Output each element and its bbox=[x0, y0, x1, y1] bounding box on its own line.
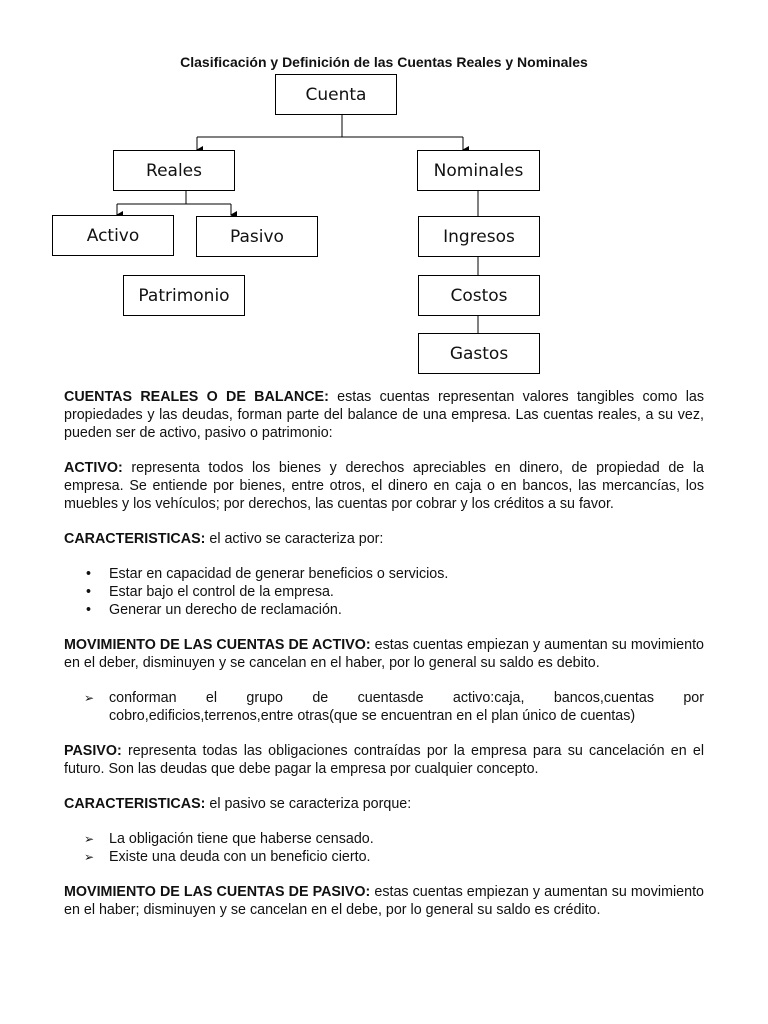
document-title: Clasificación y Definición de las Cuentas Reales y Nominales bbox=[180, 54, 588, 70]
paragraph-pasivo bbox=[64, 742, 704, 778]
heading-activo: ACTIVO: bbox=[64, 460, 123, 476]
node-cuenta: Cuenta bbox=[275, 74, 397, 115]
list-item: • Estar en capacidad de generar beneficios o servicios. bbox=[64, 565, 704, 583]
list-item: ➢ Existe una deuda con un beneficio cierto. bbox=[64, 848, 704, 866]
text-pasivo: representa todas las obligaciones contraídas por la empresa para su cancelación en el futuro. Son las deudas que debe pagar la empresa por cualquier concepto. bbox=[64, 743, 704, 777]
heading-movimiento-pasivo: MOVIMIENTO DE LAS CUENTAS DE PASIVO: bbox=[64, 884, 371, 900]
paragraph-cuentas-reales bbox=[64, 388, 704, 442]
node-ingresos: Ingresos bbox=[418, 216, 540, 257]
text-movimiento-pasivo: estas cuentas empiezan y aumentan su movimiento en el haber; disminuyen y se cancelan en el debe, por lo general su saldo es crédito. bbox=[64, 884, 704, 918]
list-item: • Estar bajo el control de la empresa. bbox=[64, 583, 704, 601]
text-movimiento-activo: estas cuentas empiezan y aumentan su movimiento en el deber, disminuyen y se cancelan en el haber, por lo general su saldo es debito. bbox=[64, 637, 704, 671]
paragraph-movimiento-activo bbox=[64, 636, 704, 672]
heading-movimiento-activo: MOVIMIENTO DE LAS CUENTAS DE ACTIVO: bbox=[64, 637, 371, 653]
node-activo: Activo bbox=[52, 215, 174, 256]
heading-cuentas-reales: CUENTAS REALES O DE BALANCE: bbox=[64, 389, 329, 405]
node-patrimonio: Patrimonio bbox=[123, 275, 245, 316]
list-cuentas-activo bbox=[64, 689, 704, 725]
paragraph-caracteristicas-pasivo bbox=[64, 795, 704, 813]
list-item bbox=[64, 689, 704, 725]
node-nominales: Nominales bbox=[417, 150, 540, 191]
document-body bbox=[64, 388, 704, 936]
list-caracteristicas-pasivo bbox=[64, 830, 704, 866]
heading-pasivo: PASIVO: bbox=[64, 743, 122, 759]
node-pasivo: Pasivo bbox=[196, 216, 318, 257]
text-caracteristicas-activo: el activo se caracteriza por: bbox=[205, 531, 384, 547]
node-gastos: Gastos bbox=[418, 333, 540, 374]
text-activo: representa todos los bienes y derechos apreciables en dinero, de propiedad de la empresa. Se entiende por bienes, entre otros, el dinero en caja o en bancos, las mercancías, los muebles y los vehículos; por derechos, las cuentas por cobrar y los créditos a su favor. bbox=[64, 460, 704, 512]
node-costos: Costos bbox=[418, 275, 540, 316]
list-item: • Generar un derecho de reclamación. bbox=[64, 601, 704, 619]
heading-caracteristicas-activo: CARACTERISTICAS: bbox=[64, 531, 206, 547]
list-item-line-2: cobro,edificios,terrenos,entre otras(que se encuentran en el plan único de cuentas) bbox=[109, 708, 636, 724]
text-cuentas-reales: estas cuentas representan valores tangibles como las propiedades y las deudas, forman parte del balance de una empresa. Las cuentas reales, a su vez, pueden ser de activo, pasivo o patrimonio: bbox=[64, 389, 704, 441]
paragraph-activo bbox=[64, 459, 704, 513]
node-reales: Reales bbox=[113, 150, 235, 191]
list-caracteristicas-activo bbox=[64, 565, 704, 619]
heading-caracteristicas-pasivo: CARACTERISTICAS: bbox=[64, 796, 206, 812]
paragraph-caracteristicas-activo bbox=[64, 530, 704, 548]
text-caracteristicas-pasivo: el pasivo se caracteriza porque: bbox=[205, 796, 412, 812]
paragraph-movimiento-pasivo bbox=[64, 883, 704, 919]
list-item: ➢ La obligación tiene que haberse censado. bbox=[64, 830, 704, 848]
list-item-line-1: ➢ conforman el grupo de cuentasde activo:caja, bancos,cuentas por bbox=[109, 690, 704, 706]
